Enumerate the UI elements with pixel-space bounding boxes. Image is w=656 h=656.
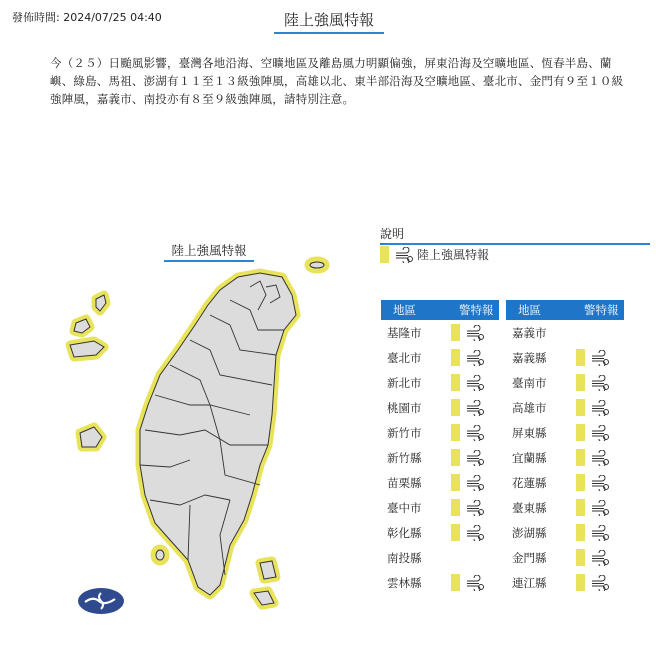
warning-color-swatch [576, 574, 585, 591]
region-name: 臺南市 [512, 375, 547, 390]
taiwan-warning-map [60, 255, 340, 625]
warning-color-swatch [451, 324, 460, 341]
table-row [506, 345, 624, 370]
table-row [506, 470, 624, 495]
warning-color-swatch [576, 449, 585, 466]
region-name: 新竹市 [387, 425, 422, 440]
table-row [506, 520, 624, 545]
table-header: 地區 警特報 [506, 300, 624, 320]
region-name: 連江縣 [512, 575, 547, 590]
table-row [506, 320, 624, 345]
strong-wind-icon [465, 525, 485, 541]
warning-color-swatch [451, 349, 460, 366]
warning-cell [451, 424, 488, 441]
strong-wind-icon [465, 425, 485, 441]
warning-color-swatch [576, 399, 585, 416]
warning-color-swatch [451, 449, 460, 466]
strong-wind-icon [590, 500, 610, 516]
warning-cell [451, 524, 488, 541]
table-row [381, 495, 499, 520]
warning-color-swatch [576, 549, 585, 566]
strong-wind-icon [465, 400, 485, 416]
warning-color-swatch [451, 474, 460, 491]
warning-cell [451, 374, 488, 391]
strong-wind-icon [590, 475, 610, 491]
warning-cell [451, 499, 488, 516]
region-name: 基隆市 [387, 325, 422, 340]
legend-item-strong-wind [380, 246, 489, 263]
warning-cell [451, 474, 488, 491]
warning-cell [451, 324, 488, 341]
region-name: 桃園市 [387, 400, 422, 415]
region-name: 高雄市 [512, 400, 547, 415]
table-row [506, 495, 624, 520]
table-row [506, 445, 624, 470]
table-row [381, 570, 499, 595]
region-name: 南投縣 [387, 550, 422, 565]
strong-wind-icon [465, 325, 485, 341]
warning-cell [576, 374, 613, 391]
legend-label: 陸上強風特報 [417, 248, 490, 262]
warning-cell [451, 449, 488, 466]
region-table-left [381, 300, 499, 595]
warning-cell [576, 474, 613, 491]
region-name: 澎湖縣 [512, 525, 547, 540]
strong-wind-icon [590, 350, 610, 366]
table-row [381, 520, 499, 545]
warning-color-swatch [451, 374, 460, 391]
table-row [381, 470, 499, 495]
strong-wind-icon [465, 375, 485, 391]
region-name: 宜蘭縣 [512, 450, 547, 465]
warning-cell [451, 349, 488, 366]
warning-cell [576, 449, 613, 466]
table-row [506, 370, 624, 395]
region-name: 臺北市 [387, 350, 422, 365]
legend-color-swatch [380, 246, 389, 263]
region-name: 彰化縣 [387, 525, 422, 540]
page-title: 陸上強風特報 [274, 9, 384, 34]
strong-wind-icon [465, 575, 485, 591]
region-name: 花蓮縣 [512, 475, 547, 490]
warning-description: 今（２５）日颱風影響，臺灣各地沿海、空曠地區及離島風力明顯偏強，屏東沿海及空曠地區、恆春半島、蘭嶼、綠島、馬祖、澎湖有１１至１３級強陣風，高雄以北、東半部沿海及空曠地區、臺北市、金門有９至１０級強陣風，嘉義市、南投亦有８至９級強陣風，請特別注意。 [50, 56, 624, 106]
region-name: 新竹縣 [387, 450, 422, 465]
region-name: 雲林縣 [387, 575, 422, 590]
strong-wind-icon [590, 425, 610, 441]
table-row [381, 320, 499, 345]
strong-wind-icon [590, 525, 610, 541]
issue-time: 發佈時間: 2024/07/25 04:40 [12, 11, 162, 24]
warning-cell [576, 524, 613, 541]
map-title: 陸上強風特報 [164, 241, 254, 262]
warning-color-swatch [451, 399, 460, 416]
strong-wind-icon [465, 350, 485, 366]
table-row [506, 545, 624, 570]
region-table-right [506, 300, 624, 595]
warning-cell [576, 549, 613, 566]
warning-cell [451, 399, 488, 416]
warning-cell [576, 399, 613, 416]
strong-wind-icon [465, 450, 485, 466]
table-row [381, 545, 499, 570]
region-name: 臺東縣 [512, 500, 547, 515]
strong-wind-icon [590, 575, 610, 591]
region-name: 嘉義市 [512, 325, 547, 340]
table-row [506, 570, 624, 595]
table-row [381, 370, 499, 395]
warning-color-swatch [451, 524, 460, 541]
region-name: 臺中市 [387, 500, 422, 515]
warning-color-swatch [451, 499, 460, 516]
strong-wind-icon [465, 475, 485, 491]
strong-wind-icon [590, 450, 610, 466]
table-row [381, 420, 499, 445]
strong-wind-icon [394, 247, 414, 263]
warning-color-swatch [576, 424, 585, 441]
strong-wind-icon [465, 500, 485, 516]
warning-color-swatch [576, 524, 585, 541]
region-name: 屏東縣 [512, 425, 547, 440]
warning-color-swatch [576, 499, 585, 516]
warning-color-swatch [576, 474, 585, 491]
warning-color-swatch [576, 374, 585, 391]
warning-color-swatch [451, 574, 460, 591]
warning-cell [451, 574, 488, 591]
cwa-logo [77, 587, 125, 615]
table-row [506, 420, 624, 445]
region-name: 苗栗縣 [387, 475, 422, 490]
table-row [381, 445, 499, 470]
strong-wind-icon [590, 375, 610, 391]
table-row [506, 395, 624, 420]
region-name: 金門縣 [512, 550, 547, 565]
strong-wind-icon [590, 550, 610, 566]
strong-wind-icon [590, 400, 610, 416]
table-row [381, 345, 499, 370]
region-name: 新北市 [387, 375, 422, 390]
warning-color-swatch [451, 424, 460, 441]
warning-cell [576, 349, 613, 366]
warning-cell [576, 499, 613, 516]
warning-color-swatch [576, 349, 585, 366]
warning-cell [576, 574, 613, 591]
warning-cell [576, 424, 613, 441]
table-header: 地區 警特報 [381, 300, 499, 320]
table-row [381, 395, 499, 420]
legend-title: 說明 [380, 225, 650, 245]
region-name: 嘉義縣 [512, 350, 547, 365]
